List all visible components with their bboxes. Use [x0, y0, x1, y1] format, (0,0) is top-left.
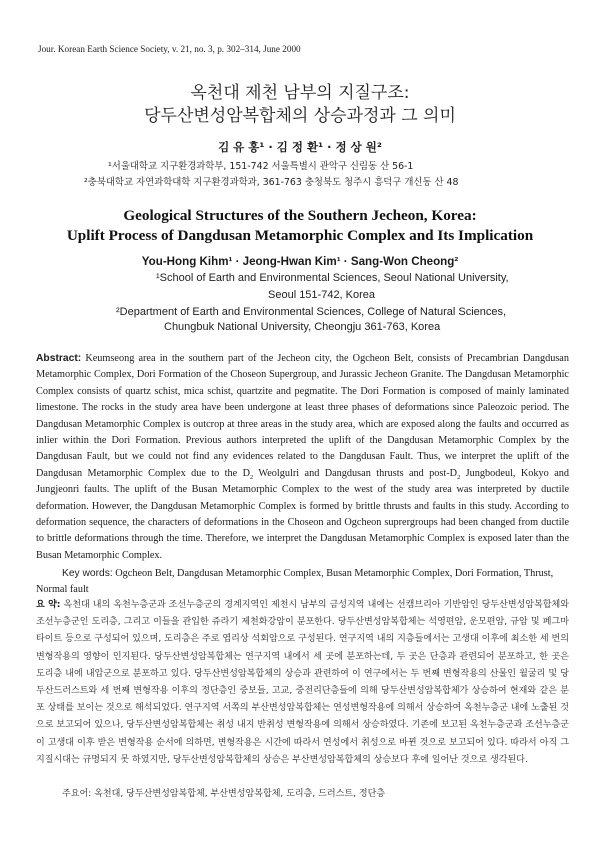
journal-citation: Jour. Korean Earth Science Society, v. 21, no. 3, p. 302–314, June 2000: [38, 44, 301, 54]
english-title-line2: Uplift Process of Dangdusan Metamorphic Complex and Its Implication: [66, 227, 534, 244]
english-affiliation-2a: ²Department of Earth and Environmental Sciences, College of Natural Sciences,: [116, 306, 507, 318]
english-title-line1: Geological Structures of the Southern Jecheon, Korea:: [123, 207, 477, 224]
korean-abstract: [36, 597, 569, 769]
korean-affiliation-2: ²충북대학교 자연과학대학 지구환경과학과, 361-763 충청북도 청주시 흥덕구 개신동 산 48: [84, 177, 459, 188]
english-keywords: [36, 566, 569, 597]
english-abstract: [36, 351, 569, 564]
keywords-label: Key words:: [62, 568, 113, 579]
korean-title-line1: 옥천대 제천 남부의 지질구조:: [190, 83, 410, 103]
korean-authors: 김 유 홍¹ · 김 정 환¹ · 정 상 원²: [218, 140, 382, 154]
korean-title-line2: 당두산변성암복합체의 상승과정과 그 의미: [144, 106, 456, 126]
korean-affiliation-1: ¹서울대학교 지구환경과학부, 151-742 서울특별시 관악구 신림동 산 56-1: [108, 161, 414, 172]
abstract-subscript-1: 2: [250, 473, 254, 481]
korean-keywords: [36, 786, 569, 802]
english-authors: You-Hong Kihm¹ · Jeong-Hwan Kim¹ · Sang-Won Cheong²: [141, 255, 459, 268]
keywords-text: Ogcheon Belt, Dangdusan Metamorphic Complex, Busan Metamorphic Complex, Dori Formation, Thrust, Normal fault: [36, 568, 554, 595]
korean-abstract-label: 요 약:: [36, 600, 61, 610]
abstract-label: Abstract:: [36, 353, 82, 364]
korean-keywords-label: 주요어:: [62, 789, 92, 799]
abstract-text-part3: Jungbodeul, Kokyo and Jungjeonri faults. The uplift of the Busan Metamorphic Complex to the west of the study area was interpreted by ductile deformation. However, the Dangdusan Metamorphic Complex is formed by brittle thrusts and faults in this study. According to deformation sequence, the characters of deformations in the Choseon and Ogcheon suprergroups had been changed from ductile to brittle deformations through the time. Therefore, we interpret the Dangdusan Metamorphic Complex is exposed later than the Busan Metamorphic Complex.: [36, 467, 569, 561]
abstract-text-part1: Keumseong area in the southern part of the Jecheon city, the Ogcheon Belt, consists of Precambrian Dangdusan Metamorphic Complex, Dori Formation of the Choseon Supergroup, and Jurassic Jecheon Granite. The Dangdusan Metamorphic Complex consists of quartz schist, mica schist, quartzite and pegmatite. The Dori Formation is composed of mainly laminated limestone. The rocks in the study area have been undergone at least three phases of deformations since Paleozoic period. The Dangdusan Metamorphic Complex is outcrop at three areas in the study area, which are exposed along the faults and occurred as inlier within the Dori Formation. Previous authors interpreted the uplift of the Dangdusan Metamorphic Complex by the Dangdusan Fault, but we could not find any evidences related to the Dangdusan Fault. Thus, we interpret the uplift of the Dangdusan Metamorphic Complex due to the D: [36, 353, 569, 479]
english-affiliation-1a: ¹School of Earth and Environmental Sciences, Seoul National University,: [156, 272, 509, 284]
abstract-subscript-2: 2: [457, 473, 461, 481]
english-affiliation-1b: Seoul 151-742, Korea: [268, 289, 376, 301]
korean-abstract-text: 옥천대 내의 옥천누층군과 조선누층군의 경계지역인 제천시 남부의 금성지역 내에는 선캠브리아 기반암인 당두산변성암복합체와 조선누층군인 도리층, 그리고 이들을 관입한 쥬라기 제천화강암이 분포한다. 당두산변성암복합체는 석영편암, 운모편암, 규암 및 페그마타이트 등으로 구성되어 있으며, 도리층은 주로 엽리상 석회암으로 구성된다. 연구지역 내의 지층들에서는 고생대 이후에 최소한 세 번의 변형작용의 영향이 인지된다. 당두산변성암복합체는 연구지역 내에서 세 곳에 분포하는데, 두 곳은 단층과 관련되어 분포하고, 한 곳은 도리층 내에 내압군으로 분포하고 있다. 당두산변성암복합체의 상승과 관련하여 이 연구에서는 두 번째 변형작용의 산물인 월굴리 및 당두산드러스트와 세 번째 변형작용 이후의 정단층인 중보들, 고교, 중전리단층들에 의해 당두산변성암복합체가 상승하여 현재와 같은 분포 상태를 보이는 것으로 해석되었다. 연구지역 서쪽의 부산변성암복합체는 연성변형작용에 의해서 상승하여 옥천누층군 내에 노출된 것으로 보고되어 있으나, 당두산변성암복합체는 취성 내지 반취성 변형작용에 의해서 상승하였다. 기존에 보고된 옥천누층군과 조선누층군이 고생대 이후 받은 변형작용 순서에 의하면, 변형작용은 시간에 따라서 연성에서 취성으로 바뀐 것으로 보고되어 있다. 따라서 아직 그 지질시대는 규명되지 못 하였지만, 당두산변성암복합체의 상승은 부산변성암복합체의 상승보다 후에 일어난 것으로 생각된다.: [36, 600, 570, 765]
english-affiliation-2b: Chungbuk National University, Cheongju 361-763, Korea: [164, 321, 441, 333]
abstract-text-part2: Weolgulri and Dangdusan thrusts and post-D: [253, 467, 458, 479]
korean-keywords-text: 옥천대, 당두산변성암복합체, 부산변성암복합체, 도리층, 드러스트, 정단층: [91, 789, 386, 799]
